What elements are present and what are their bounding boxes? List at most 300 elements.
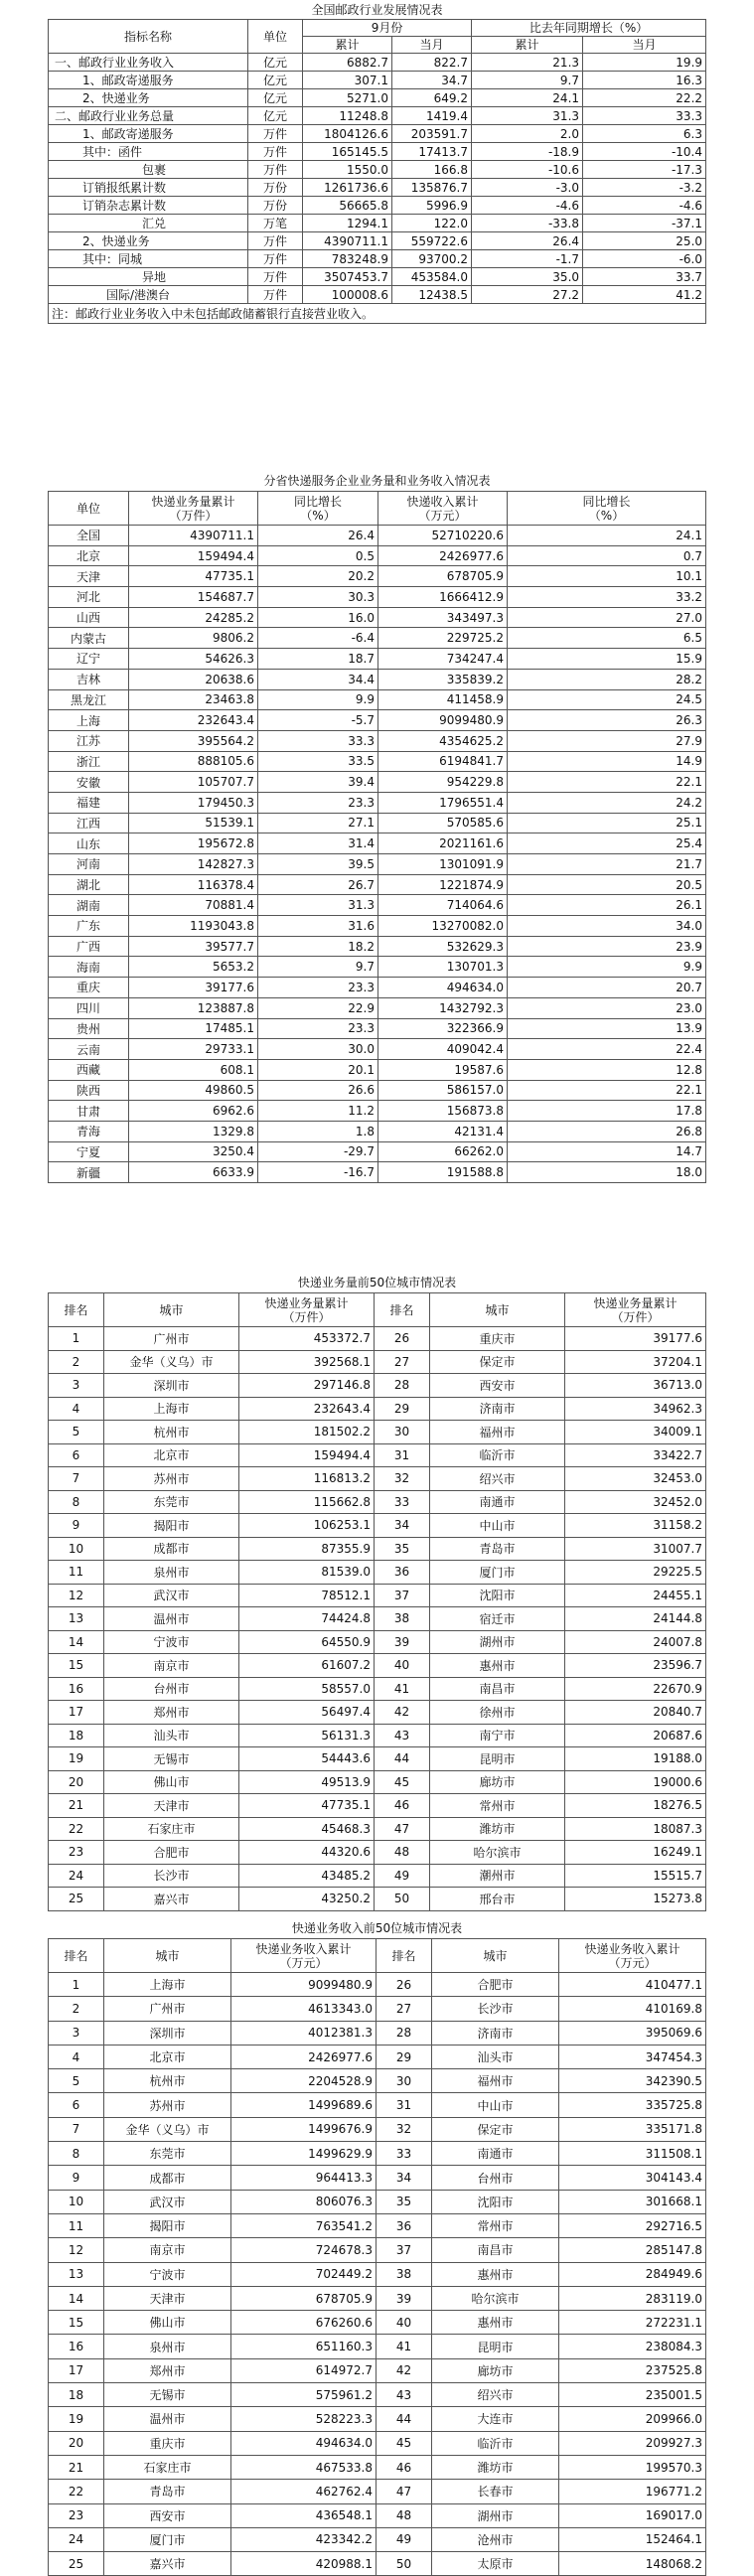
rank-cell: 14 xyxy=(49,2286,104,2310)
table-row xyxy=(49,772,706,793)
value-cumulative: 4390711.1 xyxy=(303,232,392,250)
value-cell: 19188.0 xyxy=(565,1747,706,1771)
rank-cell: 49 xyxy=(377,2527,432,2551)
table-row xyxy=(49,792,706,813)
table-row xyxy=(49,1018,706,1039)
rank-cell: 6 xyxy=(49,2093,104,2117)
province-cell: 宁夏 xyxy=(49,1141,129,1162)
rank-cell: 3 xyxy=(49,1374,104,1398)
table-row xyxy=(49,2383,706,2407)
value-current-month: 12438.5 xyxy=(392,286,472,304)
city-cell: 宁波市 xyxy=(104,1630,239,1654)
volume-cell: 6962.6 xyxy=(129,1101,258,1122)
table-row xyxy=(49,1701,706,1725)
growth-cumulative: 35.0 xyxy=(472,268,583,286)
value-cell: 4613343.0 xyxy=(231,1997,377,2021)
city-cell: 深圳市 xyxy=(104,2021,231,2045)
province-cell: 北京 xyxy=(49,545,129,566)
value-cell: 37204.1 xyxy=(565,1350,706,1374)
volume-growth-cell: 9.9 xyxy=(258,689,378,710)
revenue-growth-cell: 24.2 xyxy=(508,792,706,813)
province-cell: 吉林 xyxy=(49,669,129,689)
rank-cell: 10 xyxy=(49,2190,104,2213)
rank-cell: 50 xyxy=(377,2552,432,2576)
volume-cell: 24285.2 xyxy=(129,607,258,628)
header-unit: 单位 xyxy=(49,492,129,526)
growth-cumulative: -3.0 xyxy=(472,179,583,197)
value-cell: 209966.0 xyxy=(559,2407,706,2431)
value-cell: 614972.7 xyxy=(231,2358,377,2382)
growth-current-month: -6.0 xyxy=(583,250,706,268)
city-cell: 厦门市 xyxy=(430,1561,565,1585)
indicator-name: 订销报纸累计数 xyxy=(49,179,248,197)
value-current-month: 559722.6 xyxy=(392,232,472,250)
table-row xyxy=(49,72,706,89)
city-cell: 汕头市 xyxy=(432,2045,559,2068)
revenue-growth-cell: 13.9 xyxy=(508,1018,706,1039)
table-row xyxy=(49,2480,706,2503)
province-cell: 贵州 xyxy=(49,1018,129,1039)
revenue-growth-cell: 23.0 xyxy=(508,997,706,1018)
table-row xyxy=(49,1888,706,1911)
header-volume xyxy=(565,1293,706,1327)
table-row xyxy=(49,179,706,197)
rank-cell: 45 xyxy=(375,1770,430,1794)
table-row xyxy=(49,2021,706,2045)
table-row xyxy=(49,1584,706,1607)
header-unit-label: （万件） xyxy=(282,1309,331,1324)
value-cell: 43485.2 xyxy=(239,1864,375,1888)
revenue-cell: 411458.9 xyxy=(378,689,508,710)
table-row xyxy=(49,1101,706,1122)
value-cell: 32452.0 xyxy=(565,1490,706,1514)
table-row xyxy=(49,2238,706,2262)
city-cell: 北京市 xyxy=(104,1443,239,1467)
value-cell: 81539.0 xyxy=(239,1561,375,1585)
header-city: 城市 xyxy=(104,1293,239,1327)
revenue-cell: 494634.0 xyxy=(378,978,508,998)
revenue-cell: 1301091.9 xyxy=(378,854,508,875)
revenue-growth-cell: 34.0 xyxy=(508,916,706,937)
rank-cell: 29 xyxy=(377,2045,432,2068)
indicator-name: 包裹 xyxy=(49,161,248,179)
table-row xyxy=(49,1467,706,1491)
value-cell: 16249.1 xyxy=(565,1841,706,1865)
value-cell: 20687.6 xyxy=(565,1724,706,1747)
header-revenue xyxy=(231,1939,377,1973)
unit-cell: 万件 xyxy=(248,143,303,161)
growth-current-month: 19.9 xyxy=(583,54,706,72)
rank-cell: 20 xyxy=(49,1770,104,1794)
city-cell: 沧州市 xyxy=(432,2527,559,2551)
volume-cell: 54626.3 xyxy=(129,649,258,670)
growth-current-month: -37.1 xyxy=(583,215,706,232)
rank-cell: 42 xyxy=(375,1701,430,1725)
rank-cell: 46 xyxy=(377,2455,432,2479)
rank-cell: 39 xyxy=(377,2286,432,2310)
table-row xyxy=(49,1080,706,1101)
value-cell: 152464.1 xyxy=(559,2527,706,2551)
rank-cell: 26 xyxy=(377,1973,432,1997)
city-cell: 中山市 xyxy=(432,2093,559,2117)
volume-cell: 142827.3 xyxy=(129,854,258,875)
table-row xyxy=(49,1654,706,1678)
table-row xyxy=(49,1374,706,1398)
rank-cell: 7 xyxy=(49,2117,104,2141)
revenue-cell: 130701.3 xyxy=(378,957,508,978)
table-row xyxy=(49,2069,706,2093)
value-cell: 23596.7 xyxy=(565,1654,706,1678)
header-revenue-growth xyxy=(508,492,706,526)
value-current-month: 1419.4 xyxy=(392,107,472,125)
header-label: 快递业务量累计 xyxy=(593,1295,678,1310)
growth-cumulative: 21.3 xyxy=(472,54,583,72)
city-cell: 台州市 xyxy=(104,1677,239,1701)
rank-cell: 34 xyxy=(375,1514,430,1538)
city-cell: 广州市 xyxy=(104,1327,239,1351)
province-cell: 湖南 xyxy=(49,895,129,916)
city-cell: 金华（义乌）市 xyxy=(104,1350,239,1374)
rank-cell: 36 xyxy=(377,2213,432,2237)
city-cell: 东莞市 xyxy=(104,1490,239,1514)
growth-current-month: 33.3 xyxy=(583,107,706,125)
table-row xyxy=(49,1817,706,1841)
volume-growth-cell: 16.0 xyxy=(258,607,378,628)
rank-cell: 27 xyxy=(377,1997,432,2021)
revenue-growth-cell: 9.9 xyxy=(508,957,706,978)
city-cell: 合肥市 xyxy=(432,1973,559,1997)
province-cell: 云南 xyxy=(49,1039,129,1060)
city-cell: 南宁市 xyxy=(430,1724,565,1747)
table-row xyxy=(49,2117,706,2141)
revenue-growth-cell: 28.2 xyxy=(508,669,706,689)
province-cell: 江苏 xyxy=(49,730,129,751)
volume-growth-cell: -6.4 xyxy=(258,628,378,649)
volume-growth-cell: 9.7 xyxy=(258,957,378,978)
growth-current-month: 22.2 xyxy=(583,89,706,107)
table-row xyxy=(49,2311,706,2335)
value-cell: 116813.2 xyxy=(239,1467,375,1491)
value-cell: 56131.3 xyxy=(239,1724,375,1747)
growth-current-month: 33.7 xyxy=(583,268,706,286)
rank-cell: 43 xyxy=(377,2383,432,2407)
city-cell: 揭阳市 xyxy=(104,2213,231,2237)
volume-cell: 29733.1 xyxy=(129,1039,258,1060)
volume-growth-cell: -5.7 xyxy=(258,710,378,731)
city-cell: 杭州市 xyxy=(104,2069,231,2093)
growth-current-month: 25.0 xyxy=(583,232,706,250)
rank-cell: 44 xyxy=(375,1747,430,1771)
rank-cell: 19 xyxy=(49,1747,104,1771)
revenue-growth-cell: 0.7 xyxy=(508,545,706,566)
unit-cell: 万笔 xyxy=(248,215,303,232)
volume-growth-cell: 26.6 xyxy=(258,1080,378,1101)
value-current-month: 453584.0 xyxy=(392,268,472,286)
value-cell: 15515.7 xyxy=(565,1864,706,1888)
city-cell: 金华（义乌）市 xyxy=(104,2117,231,2141)
table-row xyxy=(49,54,706,72)
table-row xyxy=(49,1443,706,1467)
growth-current-month: 16.3 xyxy=(583,72,706,89)
value-cell: 24007.8 xyxy=(565,1630,706,1654)
city-cell: 成都市 xyxy=(104,1537,239,1561)
table-row xyxy=(49,1162,706,1183)
indicator-name: 其中：同城 xyxy=(49,250,248,268)
rank-cell: 12 xyxy=(49,2238,104,2262)
province-cell: 黑龙江 xyxy=(49,689,129,710)
value-cell: 528223.3 xyxy=(231,2407,377,2431)
indicator-name: 异地 xyxy=(49,268,248,286)
revenue-cell: 409042.4 xyxy=(378,1039,508,1060)
revenue-cell: 1432792.3 xyxy=(378,997,508,1018)
value-cell: 54443.6 xyxy=(239,1747,375,1771)
growth-cumulative: -10.6 xyxy=(472,161,583,179)
city-cell: 潮州市 xyxy=(430,1864,565,1888)
volume-growth-cell: -29.7 xyxy=(258,1141,378,1162)
revenue-cell: 9099480.9 xyxy=(378,710,508,731)
revenue-cell: 714064.6 xyxy=(378,895,508,916)
header-label: 快递收入累计 xyxy=(406,494,479,509)
volume-cell: 47735.1 xyxy=(129,566,258,587)
table-row xyxy=(49,2045,706,2068)
table-row xyxy=(49,2455,706,2479)
value-cell: 335725.8 xyxy=(559,2093,706,2117)
table-row xyxy=(49,730,706,751)
rank-cell: 24 xyxy=(49,2527,104,2551)
volume-growth-cell: 26.4 xyxy=(258,526,378,546)
header-growth-cumulative: 累计 xyxy=(472,37,583,54)
value-cell: 181502.2 xyxy=(239,1421,375,1444)
value-cell: 284949.6 xyxy=(559,2262,706,2286)
table-row xyxy=(49,1397,706,1421)
province-cell: 西藏 xyxy=(49,1059,129,1080)
header-september: 9月份 xyxy=(303,20,472,37)
revenue-cell: 229725.2 xyxy=(378,628,508,649)
city-cell: 深圳市 xyxy=(104,1374,239,1398)
revenue-cell: 570585.6 xyxy=(378,813,508,833)
value-cumulative: 11248.8 xyxy=(303,107,392,125)
revenue-growth-cell: 12.8 xyxy=(508,1059,706,1080)
volume-cell: 3250.4 xyxy=(129,1141,258,1162)
city-cell: 湖州市 xyxy=(432,2503,559,2527)
rank-cell: 49 xyxy=(375,1864,430,1888)
city-cell: 广州市 xyxy=(104,1997,231,2021)
city-cell: 常州市 xyxy=(430,1794,565,1818)
rank-cell: 35 xyxy=(377,2190,432,2213)
unit-cell: 万件 xyxy=(248,250,303,268)
value-cumulative: 307.1 xyxy=(303,72,392,89)
rank-cell: 8 xyxy=(49,2142,104,2166)
province-cell: 新疆 xyxy=(49,1162,129,1183)
rank-cell: 25 xyxy=(49,1888,104,1911)
rank-cell: 21 xyxy=(49,2455,104,2479)
value-cell: 148068.2 xyxy=(559,2552,706,2576)
value-cumulative: 1804126.6 xyxy=(303,125,392,143)
revenue-growth-cell: 22.4 xyxy=(508,1039,706,1060)
rank-cell: 22 xyxy=(49,2480,104,2503)
value-cell: 20840.7 xyxy=(565,1701,706,1725)
header-current-month: 当月 xyxy=(392,37,472,54)
volume-growth-cell: 23.3 xyxy=(258,792,378,813)
city-cell: 惠州市 xyxy=(430,1654,565,1678)
revenue-cell: 2426977.6 xyxy=(378,545,508,566)
province-cell: 山西 xyxy=(49,607,129,628)
rank-cell: 40 xyxy=(375,1654,430,1678)
indicator-name: 国际/港澳台 xyxy=(49,286,248,304)
value-current-month: 822.7 xyxy=(392,54,472,72)
value-cell: 462762.4 xyxy=(231,2480,377,2503)
indicator-name: 订销杂志累计数 xyxy=(49,197,248,215)
growth-cumulative: 24.1 xyxy=(472,89,583,107)
city-cell: 南京市 xyxy=(104,2238,231,2262)
value-cell: 61607.2 xyxy=(239,1654,375,1678)
table-row xyxy=(49,1997,706,2021)
rank-cell: 22 xyxy=(49,1817,104,1841)
city-cell: 杭州市 xyxy=(104,1421,239,1444)
province-cell: 广东 xyxy=(49,916,129,937)
city-cell: 武汉市 xyxy=(104,1584,239,1607)
province-cell: 甘肃 xyxy=(49,1101,129,1122)
rank-cell: 32 xyxy=(375,1467,430,1491)
header-rank: 排名 xyxy=(49,1939,104,1973)
value-cell: 39177.6 xyxy=(565,1327,706,1351)
rank-cell: 16 xyxy=(49,2335,104,2358)
city-cell: 潍坊市 xyxy=(430,1817,565,1841)
value-cell: 1499689.6 xyxy=(231,2093,377,2117)
value-cumulative: 100008.6 xyxy=(303,286,392,304)
growth-cumulative: -18.9 xyxy=(472,143,583,161)
city-cell: 无锡市 xyxy=(104,1747,239,1771)
province-cell: 上海 xyxy=(49,710,129,731)
revenue-growth-cell: 26.3 xyxy=(508,710,706,731)
revenue-cell: 335839.2 xyxy=(378,669,508,689)
value-cell: 235001.5 xyxy=(559,2383,706,2407)
city-cell: 青岛市 xyxy=(430,1537,565,1561)
table-row xyxy=(49,895,706,916)
rank-cell: 21 xyxy=(49,1794,104,1818)
value-cumulative: 5271.0 xyxy=(303,89,392,107)
province-cell: 福建 xyxy=(49,792,129,813)
city-cell: 邢台市 xyxy=(430,1888,565,1911)
city-cell: 南昌市 xyxy=(432,2238,559,2262)
volume-cell: 5653.2 xyxy=(129,957,258,978)
city-cell: 常州市 xyxy=(432,2213,559,2237)
rank-cell: 27 xyxy=(375,1350,430,1374)
city-cell: 潍坊市 xyxy=(432,2455,559,2479)
unit-cell: 亿元 xyxy=(248,107,303,125)
table-row xyxy=(49,669,706,689)
value-cell: 232643.4 xyxy=(239,1397,375,1421)
value-cell: 392568.1 xyxy=(239,1350,375,1374)
growth-cumulative: -33.8 xyxy=(472,215,583,232)
unit-cell: 万份 xyxy=(248,197,303,215)
revenue-growth-cell: 15.9 xyxy=(508,649,706,670)
revenue-cell: 191588.8 xyxy=(378,1162,508,1183)
header-city: 城市 xyxy=(104,1939,231,1973)
rank-cell: 23 xyxy=(49,1841,104,1865)
province-cell: 陕西 xyxy=(49,1080,129,1101)
table-row xyxy=(49,2527,706,2551)
value-cumulative: 165145.5 xyxy=(303,143,392,161)
growth-current-month: -3.2 xyxy=(583,179,706,197)
city-cell: 苏州市 xyxy=(104,2093,231,2117)
value-cell: 311508.1 xyxy=(559,2142,706,2166)
value-cell: 74424.8 xyxy=(239,1607,375,1631)
rank-cell: 15 xyxy=(49,1654,104,1678)
city-cell: 保定市 xyxy=(432,2117,559,2141)
rank-cell: 2 xyxy=(49,1350,104,1374)
table-row xyxy=(49,936,706,957)
revenue-growth-cell: 33.2 xyxy=(508,587,706,608)
city-cell: 武汉市 xyxy=(104,2190,231,2213)
table-row xyxy=(49,1514,706,1538)
value-cell: 33422.7 xyxy=(565,1443,706,1467)
city-cell: 郑州市 xyxy=(104,2358,231,2382)
rank-cell: 19 xyxy=(49,2407,104,2431)
value-cell: 2204528.9 xyxy=(231,2069,377,2093)
value-cell: 199570.3 xyxy=(559,2455,706,2479)
city-cell: 揭阳市 xyxy=(104,1514,239,1538)
revenue-growth-cell: 14.7 xyxy=(508,1141,706,1162)
volume-growth-cell: 31.6 xyxy=(258,916,378,937)
rank-cell: 11 xyxy=(49,2213,104,2237)
revenue-cell: 4354625.2 xyxy=(378,730,508,751)
city-cell: 西安市 xyxy=(104,2503,231,2527)
table1-note: 注：邮政行业业务收入中未包括邮政储蓄银行直接营业收入。 xyxy=(49,304,706,324)
table1-title: 全国邮政行业发展情况表 xyxy=(311,3,443,17)
value-cell: 34962.3 xyxy=(565,1397,706,1421)
header-revenue xyxy=(559,1939,706,1973)
value-current-month: 135876.7 xyxy=(392,179,472,197)
city-cell: 宿迁市 xyxy=(430,1607,565,1631)
table-row xyxy=(49,232,706,250)
volume-growth-cell: 11.2 xyxy=(258,1101,378,1122)
volume-growth-cell: 20.1 xyxy=(258,1059,378,1080)
table-row xyxy=(49,107,706,125)
city-cell: 泉州市 xyxy=(104,2335,231,2358)
city-cell: 石家庄市 xyxy=(104,2455,231,2479)
value-cell: 87355.9 xyxy=(239,1537,375,1561)
revenue-growth-cell: 25.1 xyxy=(508,813,706,833)
volume-cell: 154687.7 xyxy=(129,587,258,608)
header-city: 城市 xyxy=(430,1293,565,1327)
city-cell: 福州市 xyxy=(430,1421,565,1444)
volume-growth-cell: 1.8 xyxy=(258,1121,378,1141)
rank-cell: 38 xyxy=(375,1607,430,1631)
value-cell: 301668.1 xyxy=(559,2190,706,2213)
city-cell: 佛山市 xyxy=(104,2311,231,2335)
value-cell: 292716.5 xyxy=(559,2213,706,2237)
city-cell: 福州市 xyxy=(432,2069,559,2093)
table-row xyxy=(49,215,706,232)
city-cell: 泉州市 xyxy=(104,1561,239,1585)
indicator-name: 2、快递业务 xyxy=(49,232,248,250)
city-cell: 成都市 xyxy=(104,2166,231,2190)
rank-cell: 35 xyxy=(375,1537,430,1561)
revenue-growth-cell: 20.5 xyxy=(508,874,706,895)
rank-cell: 48 xyxy=(375,1841,430,1865)
rank-cell: 48 xyxy=(377,2503,432,2527)
table-row xyxy=(49,813,706,833)
rank-cell: 23 xyxy=(49,2503,104,2527)
value-cell: 420988.1 xyxy=(231,2552,377,2576)
value-cell: 43250.2 xyxy=(239,1888,375,1911)
growth-current-month: -10.4 xyxy=(583,143,706,161)
volume-growth-cell: -16.7 xyxy=(258,1162,378,1183)
city-cell: 长沙市 xyxy=(104,1864,239,1888)
city-cell: 天津市 xyxy=(104,2286,231,2310)
city-cell: 沈阳市 xyxy=(430,1584,565,1607)
